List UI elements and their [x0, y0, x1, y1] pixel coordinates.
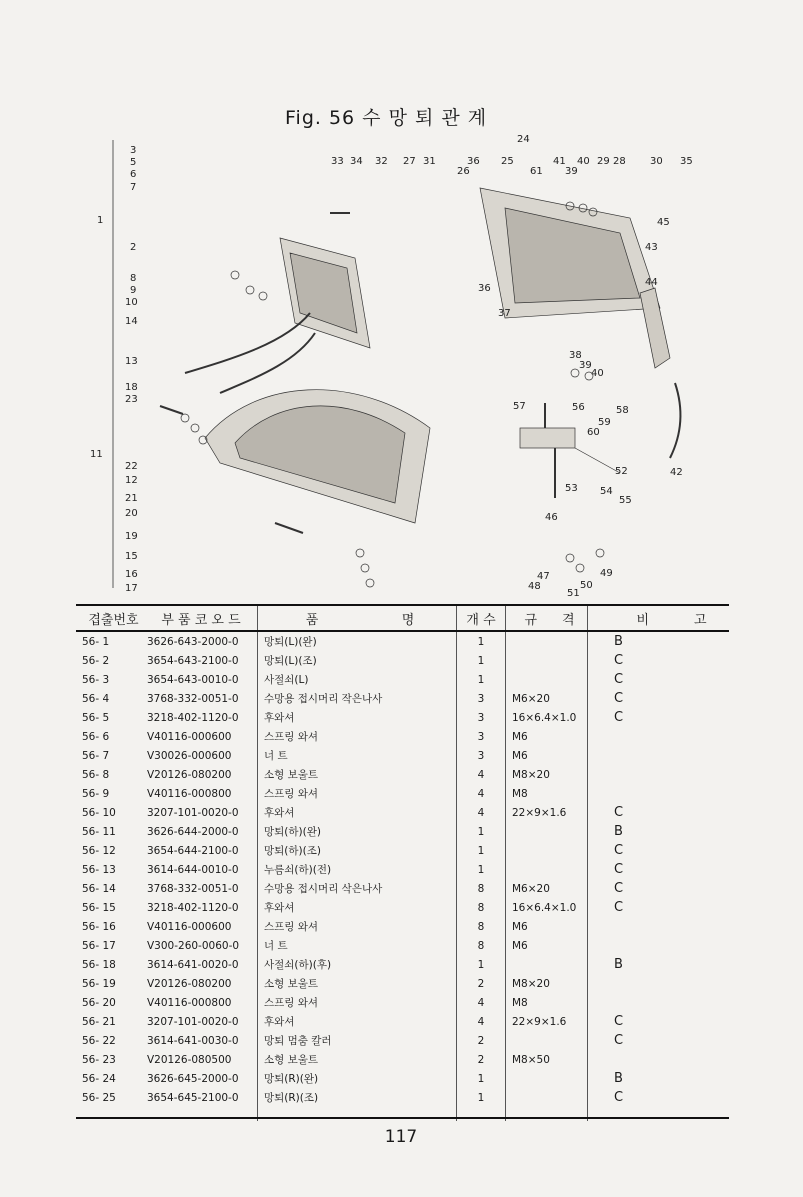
callout-label: 22	[125, 461, 138, 472]
spec-cell	[506, 670, 588, 689]
callout-label: 53	[565, 483, 578, 494]
part-name-cell: 후와셔	[258, 708, 457, 727]
callout-label: 28	[613, 156, 626, 167]
quantity-cell: 8	[457, 898, 506, 917]
spec-cell	[506, 860, 588, 879]
ref-no-cell: 56- 7	[82, 749, 110, 762]
callout-label: 23	[125, 394, 138, 405]
callout-label: 60	[587, 427, 600, 438]
ref-no-cell: 56- 6	[82, 730, 110, 743]
callout-label: 14	[125, 316, 138, 327]
callout-label: 39	[579, 360, 592, 371]
part-code-cell: 3218-402-1120-0	[147, 711, 239, 724]
callout-label: 25	[501, 156, 514, 167]
remark-cell	[588, 936, 730, 955]
part-name-cell: 사절쇠(하)(후)	[258, 955, 457, 974]
table-header-row	[76, 605, 729, 631]
callout-label: 36	[478, 283, 491, 294]
page-number: 117	[384, 1127, 418, 1147]
remark-cell: C	[588, 803, 730, 822]
callout-label: 54	[600, 486, 613, 497]
callout-label: 57	[513, 401, 526, 412]
quantity-cell: 1	[457, 1069, 506, 1088]
table-row	[76, 1050, 729, 1069]
part-name-cell: 누름쇠(하)(전)	[258, 860, 457, 879]
callout-label: 46	[545, 512, 558, 523]
spec-cell	[506, 841, 588, 860]
part-name-cell: 소형 보울트	[258, 974, 457, 993]
remark-cell: C	[588, 898, 730, 917]
callout-label: 37	[498, 308, 511, 319]
table-row	[76, 841, 729, 860]
parts-table-body	[76, 631, 729, 1121]
part-name-cell: 소형 보울트	[258, 1050, 457, 1069]
callout-label: 42	[670, 467, 683, 478]
quantity-cell: 1	[457, 1088, 506, 1121]
callout-label: 12	[125, 475, 138, 486]
table-row	[76, 765, 729, 784]
callout-label: 59	[598, 417, 611, 428]
remark-cell: C	[588, 708, 730, 727]
callout-label: 9	[130, 285, 137, 296]
spec-cell	[506, 631, 588, 651]
callout-label: 52	[615, 466, 628, 477]
remark-cell	[588, 727, 730, 746]
spec-cell	[506, 955, 588, 974]
remark-cell	[588, 746, 730, 765]
table-row	[76, 803, 729, 822]
table-row	[76, 993, 729, 1012]
part-code-cell: 3614-641-0030-0	[147, 1034, 239, 1047]
remark-cell	[588, 993, 730, 1012]
callout-label: 34	[350, 156, 363, 167]
callout-label: 20	[125, 508, 138, 519]
part-code-cell: V40116-000800	[147, 996, 232, 1009]
callout-label: 50	[580, 580, 593, 591]
ref-no-cell: 56- 14	[82, 882, 116, 895]
callout-label: 43	[645, 242, 658, 253]
quantity-cell: 3	[457, 746, 506, 765]
table-row	[76, 651, 729, 670]
part-code-cell: V40116-000600	[147, 920, 232, 933]
remark-cell: C	[588, 841, 730, 860]
callout-label: 27	[403, 156, 416, 167]
header-quantity: 개 수	[457, 605, 506, 631]
spec-cell: M6×20	[506, 689, 588, 708]
callout-label: 45	[657, 217, 670, 228]
part-name-cell: 망퇴(R)(완)	[258, 1069, 457, 1088]
spec-cell: 22×9×1.6	[506, 1012, 588, 1031]
remark-cell: C	[588, 1088, 730, 1121]
quantity-cell: 1	[457, 841, 506, 860]
callout-label: 30	[650, 156, 663, 167]
spec-cell	[506, 1069, 588, 1088]
part-name-cell: 망퇴 멈춤 칼러	[258, 1031, 457, 1050]
quantity-cell: 3	[457, 727, 506, 746]
callout-label: 40	[591, 368, 604, 379]
part-code-cell: 3654-643-0010-0	[147, 673, 239, 686]
table-row	[76, 898, 729, 917]
table-row	[76, 879, 729, 898]
table-row	[76, 727, 729, 746]
callout-label: 2	[130, 242, 137, 253]
quantity-cell: 2	[457, 974, 506, 993]
part-code-cell: V300-260-0060-0	[147, 939, 240, 952]
ref-no-cell: 56- 15	[82, 901, 116, 914]
ref-no-cell: 56- 12	[82, 844, 116, 857]
quantity-cell: 3	[457, 689, 506, 708]
part-code-cell: V40116-000600	[147, 730, 232, 743]
quantity-cell: 4	[457, 803, 506, 822]
callout-label: 29	[597, 156, 610, 167]
ref-no-cell: 56- 2	[82, 654, 110, 667]
ref-no-cell: 56- 5	[82, 711, 110, 724]
remark-cell: C	[588, 689, 730, 708]
spec-cell: M6	[506, 727, 588, 746]
callout-label: 38	[569, 350, 582, 361]
ref-no-cell: 56- 11	[82, 825, 116, 838]
ref-no-cell: 56- 19	[82, 977, 116, 990]
table-row	[76, 708, 729, 727]
part-code-cell: 3654-645-2100-0	[147, 1091, 239, 1104]
quantity-cell: 1	[457, 822, 506, 841]
ref-no-cell: 56- 9	[82, 787, 110, 800]
header-ref-no: 겹출번호	[76, 605, 145, 631]
callout-label: 47	[537, 571, 550, 582]
spec-cell: 16×6.4×1.0	[506, 898, 588, 917]
part-code-cell: V20126-080500	[147, 1053, 232, 1066]
ref-no-cell: 56- 18	[82, 958, 116, 971]
exploded-parts-diagram	[85, 128, 735, 598]
callout-label: 49	[600, 568, 613, 579]
quantity-cell: 1	[457, 651, 506, 670]
quantity-cell: 1	[457, 670, 506, 689]
part-name-cell: 스프링 와셔	[258, 917, 457, 936]
callout-label: 17	[125, 583, 138, 594]
part-name-cell: 너 트	[258, 746, 457, 765]
diagram-svg	[85, 128, 735, 598]
callout-label: 51	[567, 588, 580, 598]
ref-no-cell: 56- 13	[82, 863, 116, 876]
remark-cell: B	[588, 955, 730, 974]
table-row	[76, 860, 729, 879]
part-name-cell: 망퇴(L)(조)	[258, 651, 457, 670]
quantity-cell: 1	[457, 955, 506, 974]
figure-title: Fig. 56 수 망 퇴 관 계	[285, 107, 488, 129]
spec-cell	[506, 1031, 588, 1050]
remark-cell: C	[588, 860, 730, 879]
remark-cell	[588, 784, 730, 803]
part-name-cell: 너 트	[258, 936, 457, 955]
quantity-cell: 1	[457, 631, 506, 651]
part-name-cell: 후와셔	[258, 803, 457, 822]
table-row	[76, 955, 729, 974]
part-code-cell: 3626-643-2000-0	[147, 635, 239, 648]
remark-cell: B	[588, 822, 730, 841]
part-name-cell: 망퇴(L)(완)	[258, 631, 457, 651]
spec-cell: M6	[506, 746, 588, 765]
spec-cell: M8×20	[506, 974, 588, 993]
callout-label: 13	[125, 356, 138, 367]
spec-cell	[506, 651, 588, 670]
remark-cell: C	[588, 651, 730, 670]
quantity-cell: 2	[457, 1031, 506, 1050]
part-code-cell: 3768-332-0051-0	[147, 882, 239, 895]
table-row	[76, 1012, 729, 1031]
callout-label: 26	[457, 166, 470, 177]
part-name-cell: 소형 보울트	[258, 765, 457, 784]
callout-label: 39	[565, 166, 578, 177]
spec-cell: M6×20	[506, 879, 588, 898]
callout-label: 3	[130, 145, 137, 156]
part-code-cell: 3207-101-0020-0	[147, 1015, 239, 1028]
quantity-cell: 2	[457, 1050, 506, 1069]
ref-no-cell: 56- 8	[82, 768, 110, 781]
callout-label: 56	[572, 402, 585, 413]
callout-label: 33	[331, 156, 344, 167]
part-code-cell: 3626-644-2000-0	[147, 825, 239, 838]
header-remark: 비 고	[588, 605, 730, 631]
quantity-cell: 8	[457, 936, 506, 955]
ref-no-cell: 56- 20	[82, 996, 116, 1009]
part-code-cell: 3654-644-2100-0	[147, 844, 239, 857]
ref-no-cell: 56- 4	[82, 692, 110, 705]
ref-no-cell: 56- 25	[82, 1091, 116, 1104]
quantity-cell: 1	[457, 860, 506, 879]
callout-label: 35	[680, 156, 693, 167]
header-spec: 규 격	[506, 605, 588, 631]
remark-cell	[588, 1050, 730, 1069]
callout-label: 15	[125, 551, 138, 562]
ref-no-cell: 56- 3	[82, 673, 110, 686]
ref-no-cell: 56- 1	[82, 635, 110, 648]
spec-cell: M6	[506, 917, 588, 936]
callout-label: 41	[553, 156, 566, 167]
table-row	[76, 746, 729, 765]
ref-no-cell: 56- 23	[82, 1053, 116, 1066]
part-name-cell: 망퇴(하)(완)	[258, 822, 457, 841]
callout-label: 19	[125, 531, 138, 542]
ref-no-cell: 56- 22	[82, 1034, 116, 1047]
part-name-cell: 사절쇠(L)	[258, 670, 457, 689]
part-name-cell: 수망용 접시머리 작은나사	[258, 689, 457, 708]
spec-cell: M8×20	[506, 765, 588, 784]
ref-no-cell: 56- 17	[82, 939, 116, 952]
part-name-cell: 후와셔	[258, 898, 457, 917]
spec-cell: M8	[506, 993, 588, 1012]
part-code-cell: 3614-641-0020-0	[147, 958, 239, 971]
part-name-cell: 후와셔	[258, 1012, 457, 1031]
callout-label: 61	[530, 166, 543, 177]
table-row	[76, 689, 729, 708]
callout-label: 6	[130, 169, 137, 180]
part-code-cell: 3218-402-1120-0	[147, 901, 239, 914]
spec-cell: 16×6.4×1.0	[506, 708, 588, 727]
remark-cell: C	[588, 1031, 730, 1050]
remark-cell: C	[588, 1012, 730, 1031]
callout-label: 36	[467, 156, 480, 167]
callout-label: 5	[130, 157, 137, 168]
ref-no-cell: 56- 16	[82, 920, 116, 933]
remark-cell: B	[588, 631, 730, 651]
spec-cell: M8×50	[506, 1050, 588, 1069]
header-part-name: 품 명	[258, 605, 457, 631]
part-name-cell: 망퇴(하)(조)	[258, 841, 457, 860]
remark-cell	[588, 765, 730, 784]
part-name-cell: 스프링 와셔	[258, 784, 457, 803]
quantity-cell: 4	[457, 993, 506, 1012]
spec-cell	[506, 822, 588, 841]
quantity-cell: 8	[457, 917, 506, 936]
table-row	[76, 631, 729, 651]
remark-cell: C	[588, 670, 730, 689]
quantity-cell: 4	[457, 765, 506, 784]
table-row	[76, 974, 729, 993]
part-code-cell: 3207-101-0020-0	[147, 806, 239, 819]
part-code-cell: 3626-645-2000-0	[147, 1072, 239, 1085]
callout-label: 31	[423, 156, 436, 167]
callout-label: 40	[577, 156, 590, 167]
remark-cell	[588, 974, 730, 993]
part-code-cell: V30026-000600	[147, 749, 232, 762]
part-code-cell: V20126-080200	[147, 977, 232, 990]
spec-cell: M6	[506, 936, 588, 955]
callout-label: 24	[517, 134, 530, 145]
callout-label: 10	[125, 297, 138, 308]
callout-label: 21	[125, 493, 138, 504]
bottom-rule	[76, 1117, 729, 1119]
remark-cell: C	[588, 879, 730, 898]
callout-label: 58	[616, 405, 629, 416]
part-code-cell: 3654-643-2100-0	[147, 654, 239, 667]
part-name-cell: 스프링 와셔	[258, 993, 457, 1012]
table-row	[76, 936, 729, 955]
quantity-cell: 3	[457, 708, 506, 727]
callout-label: 7	[130, 182, 137, 193]
part-code-cell: 3614-644-0010-0	[147, 863, 239, 876]
header-part-code: 부 품 코 오 드	[145, 605, 258, 631]
part-code-cell: 3768-332-0051-0	[147, 692, 239, 705]
callout-label: 16	[125, 569, 138, 580]
quantity-cell: 4	[457, 784, 506, 803]
callout-label: 18	[125, 382, 138, 393]
quantity-cell: 8	[457, 879, 506, 898]
callout-label: 32	[375, 156, 388, 167]
callout-label: 1	[97, 215, 104, 226]
table-row	[76, 1031, 729, 1050]
part-name-cell: 스프링 와셔	[258, 727, 457, 746]
table-row	[76, 784, 729, 803]
callout-label: 48	[528, 581, 541, 592]
part-name-cell: 망퇴(R)(조)	[258, 1088, 457, 1121]
ref-no-cell: 56- 21	[82, 1015, 116, 1028]
part-name-cell: 수망용 접시머리 삭은나사	[258, 879, 457, 898]
remark-cell	[588, 917, 730, 936]
ref-no-cell: 56- 24	[82, 1072, 116, 1085]
table-row	[76, 670, 729, 689]
callout-label: 11	[90, 449, 103, 460]
spec-cell: M8	[506, 784, 588, 803]
spec-cell: 22×9×1.6	[506, 803, 588, 822]
ref-no-cell: 56- 10	[82, 806, 116, 819]
table-row	[76, 1069, 729, 1088]
table-row	[76, 917, 729, 936]
callout-label: 44	[645, 277, 658, 288]
callout-label: 8	[130, 273, 137, 284]
quantity-cell: 4	[457, 1012, 506, 1031]
part-code-cell: V20126-080200	[147, 768, 232, 781]
part-code-cell: V40116-000800	[147, 787, 232, 800]
parts-table	[76, 604, 729, 1121]
table-row	[76, 822, 729, 841]
callout-label: 55	[619, 495, 632, 506]
remark-cell: B	[588, 1069, 730, 1088]
